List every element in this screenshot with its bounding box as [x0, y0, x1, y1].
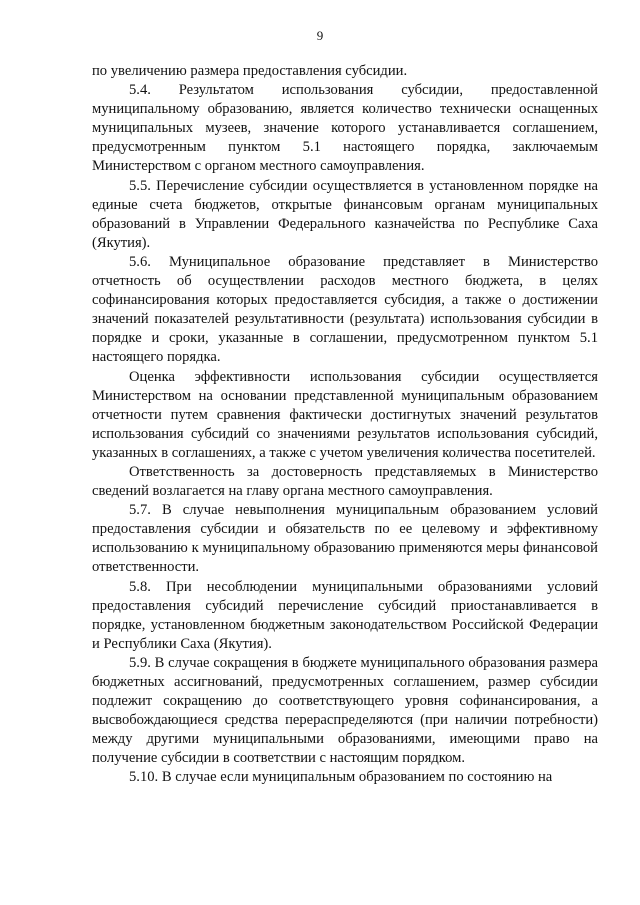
document-body — [92, 62, 598, 788]
paragraph-5-9: 5.9. В случае сокращения в бюджете муниципального образования размера бюджетных ассигнований, предусмотренных соглашением, размер субсидии подлежит сокращению до соответствующего уровня софинансирования, а высвобождающиеся средства перераспределяются (при наличии потребности) между другими муниципальными образованиями, имеющими право на получение субсидии в соответствии с настоящим порядком. — [92, 654, 598, 767]
paragraph-continuation: по увеличению размера предоставления субсидии. — [92, 63, 408, 79]
paragraph-evaluation: Оценка эффективности использования субсидии осуществляется Министерством на основании представленной муниципальным образованием отчетности путем сравнения фактически достигнутых значений результатов использования субсидий со значениями результатов использования субсидий, указанных в соглашениях, а также с учетом увеличения количества посетителей. — [92, 368, 598, 461]
paragraph-responsibility: Ответственность за достоверность представляемых в Министерство сведений возлагается на главу органа местного самоуправления. — [92, 463, 598, 500]
paragraph-5-6: 5.6. Муниципальное образование представляет в Министерство отчетность об осуществлении расходов местного бюджета, в целях софинансирования которых предоставляется субсидия, а также о достижении значений показателей результативности (результата) использования субсидии в порядке и сроки, указанные в соглашении, предусмотренном пунктом 5.1 настоящего порядка. — [92, 253, 598, 366]
paragraph-5-10: 5.10. В случае если муниципальным образованием по состоянию на — [129, 769, 553, 786]
paragraph-5-4: 5.4. Результатом использования субсидии, предоставленной муниципальному образованию, является количество технически оснащенных муниципальных музеев, значение которого устанавливается соглашением, предусмотренным пунктом 5.1 настоящего порядка, заключаемым Министерством с органом местного самоуправления. — [92, 82, 598, 175]
page-number: 9 — [316, 28, 324, 43]
paragraph-5-8: 5.8. При несоблюдении муниципальными образованиями условий предоставления субсидий перечисление субсидий приостанавливается в порядке, установленном бюджетным законодательством Российской Федерации и Республики Саха (Якутия). — [92, 578, 598, 652]
paragraph-5-7: 5.7. В случае невыполнения муниципальным образованием условий предоставления субсидии и обязательств по ее целевому и эффективному использованию к муниципальному образованию применяются меры финансовой ответственности. — [92, 502, 598, 576]
paragraph-5-5: 5.5. Перечисление субсидии осуществляется в установленном порядке на единые счета бюджетов, открытые финансовым органам муниципальных образований в Управлении Федерального казначейства по Республике Саха (Якутия). — [92, 177, 598, 251]
